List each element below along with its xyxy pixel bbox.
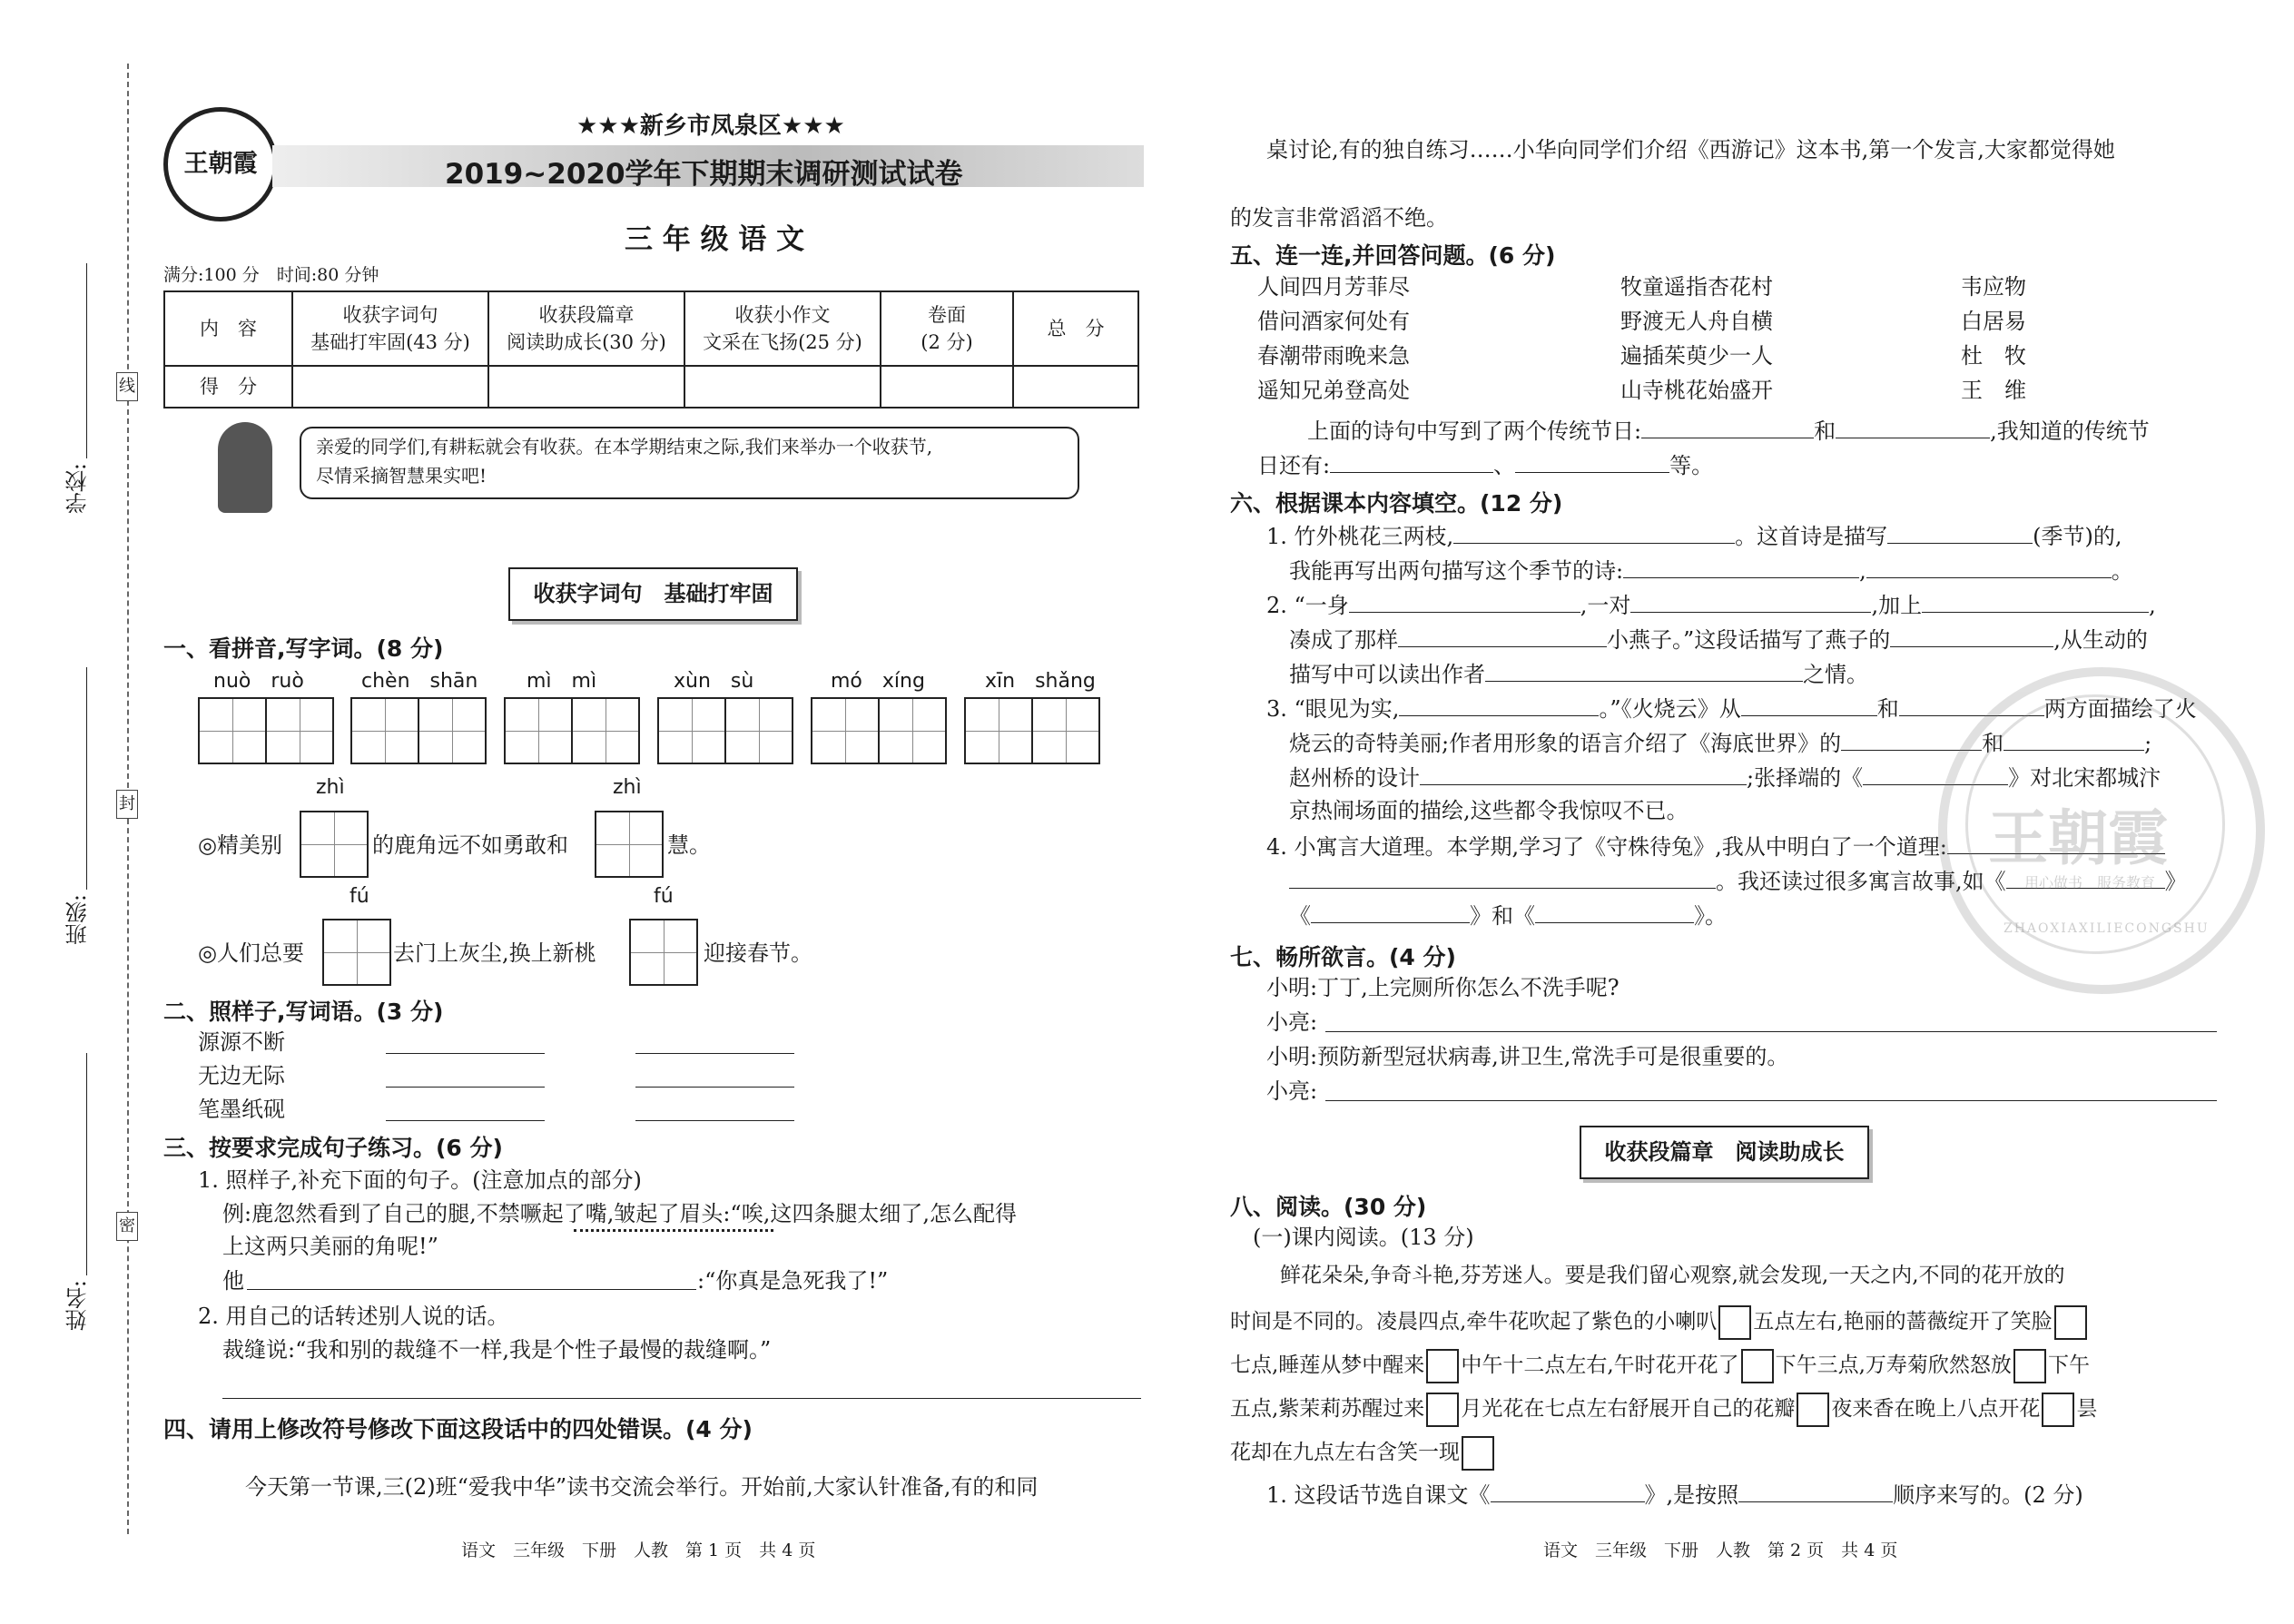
q4-continued-2: 的发言非常滔滔不绝。 — [1230, 205, 1448, 231]
sentence-1a: ◎精美别 — [198, 832, 282, 858]
q4-title: 四、请用上修改符号修改下面这段话中的四处错误。(4 分) — [163, 1416, 753, 1442]
q6-3d: 京热闹场面的描绘,这些都令我惊叹不已。 — [1289, 798, 1689, 823]
pinyin-fu: fú — [350, 885, 369, 908]
answer-line[interactable] — [635, 1053, 794, 1054]
greeting-text: 亲爱的同学们,有耕耘就会有收获。在本学期结束之际,我们来举办一个收获节, 尽情采摘智慧果实吧! — [316, 436, 933, 487]
score-row-label: 得 分 — [164, 366, 292, 408]
class-line[interactable] — [86, 667, 87, 890]
q6-3b: 烧云的奇特美丽;作者用形象的语言介绍了《海底世界》的 和 ; — [1289, 728, 2151, 757]
footer-left: 语文 三年级 下册 人教 第 1 页 共 4 页 — [461, 1540, 816, 1560]
score-cell[interactable] — [488, 366, 684, 408]
answer-line[interactable] — [1836, 416, 1990, 438]
pinyin-zhi: zhì — [613, 776, 642, 799]
footer-right: 语文 三年级 下册 人教 第 2 页 共 4 页 — [1543, 1540, 1898, 1560]
logo: 王朝霞 — [163, 107, 278, 221]
punct-box[interactable] — [1426, 1349, 1459, 1383]
poem-match[interactable]: 牧童遥指杏花村 — [1620, 274, 1773, 300]
answer-line[interactable] — [1398, 625, 1607, 647]
reading-line: 五点,紫茉莉苏醒过来 月光花在七点左右舒展开自己的花瓣 夜来香在晚上八点开花 昙 — [1230, 1393, 2097, 1427]
pinyin: mì mì — [527, 670, 597, 693]
char-grid[interactable] — [300, 811, 369, 878]
char-grid[interactable] — [964, 697, 1100, 764]
sample-word: 无边无际 — [198, 1063, 285, 1088]
answer-line[interactable] — [386, 1120, 545, 1121]
q6-3: 3. “眼见为实, 。”《火烧云》从 和 两方面描绘了火 — [1266, 694, 2197, 723]
pinyin-zhi: zhì — [316, 776, 345, 799]
answer-line[interactable] — [1325, 1100, 2217, 1101]
answer-line[interactable] — [1289, 866, 1716, 889]
char-grid[interactable] — [657, 697, 793, 764]
q7-title: 七、畅所欲言。(4 分) — [1230, 944, 1456, 970]
subject-title: 三 年 级 语 文 — [625, 223, 805, 256]
dialogue-line: 小明:丁丁,上完厕所你怎么不洗手呢? — [1266, 975, 1620, 1000]
q4-text: 今天第一节课,三(2)班“爱我中华”读书交流会举行。开始前,大家认针准备,有的和同 — [245, 1474, 1039, 1500]
answer-line[interactable] — [1399, 694, 1599, 716]
score-cell[interactable] — [684, 366, 881, 408]
section-banner-basics: 收获字词句 基础打牢固 — [508, 567, 798, 621]
seal-secret-char: 密 — [116, 1212, 138, 1241]
q6-2: 2. “一身 ,一对 ,加上 , — [1266, 590, 2156, 619]
q3-part2: 2. 用自己的话转述别人说的话。 — [198, 1304, 509, 1329]
score-cell[interactable] — [1013, 366, 1138, 408]
answer-line[interactable] — [635, 1120, 794, 1121]
poet-name[interactable]: 白居易 — [1961, 309, 2026, 334]
answer-line[interactable] — [635, 1087, 794, 1088]
poet-name[interactable]: 杜 牧 — [1961, 343, 2026, 369]
q8-title: 八、阅读。(30 分) — [1230, 1194, 1427, 1220]
dialogue-label: 小亮: — [1266, 1078, 1318, 1104]
char-grid[interactable] — [322, 919, 391, 986]
char-grid[interactable] — [350, 697, 487, 764]
answer-line[interactable] — [1515, 450, 1669, 473]
name-label: 姓名: — [65, 1280, 91, 1332]
poem-match[interactable]: 山寺桃花始盛开 — [1620, 378, 1773, 403]
reading-line: 花却在九点左右含笑一现 — [1230, 1436, 1496, 1471]
q6-2b: 凑成了那样 小燕子。”这段话描写了燕子的 ,从生动的 — [1289, 625, 2148, 654]
punct-box[interactable] — [1718, 1305, 1751, 1340]
watermark-ring-text: ZHAOXIAXILIECONGSHU — [2004, 921, 2210, 936]
score-cell[interactable] — [881, 366, 1013, 408]
school-line[interactable] — [86, 263, 87, 458]
poem-line: 遥知兄弟登高处 — [1257, 378, 1410, 403]
name-line[interactable] — [86, 1053, 87, 1275]
q8-sub: (一)课内阅读。(13 分) — [1253, 1225, 1474, 1250]
score-header: 内 容 — [164, 291, 292, 366]
punct-box[interactable] — [1797, 1393, 1829, 1427]
reading-line: 时间是不同的。凌晨四点,牵牛花吹起了紫色的小喇叭 五点左右,艳丽的蔷薇绽开了笑脸 — [1230, 1305, 2089, 1340]
score-header: 收获小作文 文采在飞扬(25 分) — [684, 291, 881, 366]
poet-name[interactable]: 王 维 — [1961, 378, 2026, 403]
answer-line[interactable] — [386, 1053, 545, 1054]
girl-avatar — [218, 422, 272, 513]
poet-name[interactable]: 韦应物 — [1961, 274, 2026, 300]
poem-match[interactable]: 野渡无人舟自横 — [1620, 309, 1773, 334]
answer-line[interactable] — [1420, 763, 1747, 785]
q6-1b: 我能再写出两句描写这个季节的诗: , 。 — [1289, 556, 2133, 585]
q3-title: 三、按要求完成句子练习。(6 分) — [163, 1135, 503, 1161]
watermark-stamp — [1938, 667, 2265, 994]
q5-ask-2: 日还有: 、 等。 — [1257, 450, 1713, 479]
q6-3c: 赵州桥的设计 ;张择端的《 》对北宋都城汴 — [1289, 763, 2161, 792]
header-region: ★★★新乡市凤泉区★★★ — [576, 113, 845, 140]
pinyin: nuò ruò — [213, 670, 304, 693]
poem-match[interactable]: 遍插茱萸少一人 — [1620, 343, 1773, 369]
answer-line[interactable] — [1741, 694, 1877, 716]
exam-info: 满分:100 分 时间:80 分钟 — [163, 265, 379, 285]
poem-line: 借问酒家何处有 — [1257, 309, 1410, 334]
q3-quote: :“你真是急死我了!” — [697, 1268, 889, 1294]
pinyin: xīn shǎng — [985, 670, 1096, 693]
answer-line[interactable] — [1623, 556, 1859, 578]
sentence-2a: ◎人们总要 — [198, 940, 304, 966]
q1-title: 一、看拼音,写字词。(8 分) — [163, 635, 444, 662]
answer-line[interactable] — [1630, 590, 1871, 613]
char-grid[interactable] — [811, 697, 947, 764]
answer-line[interactable] — [247, 1289, 696, 1290]
char-grid[interactable] — [198, 697, 334, 764]
answer-line[interactable] — [1330, 450, 1493, 473]
section-banner-reading: 收获段篇章 阅读助成长 — [1580, 1126, 1869, 1179]
q3-part1: 1. 照样子,补充下面的句子。(注意加点的部分) — [198, 1167, 642, 1193]
poem-line: 人间四月芳菲尽 — [1257, 274, 1410, 300]
dialogue-label: 小亮: — [1266, 1009, 1318, 1035]
answer-line[interactable] — [1535, 901, 1694, 923]
sentence-1c: 慧。 — [667, 832, 711, 858]
answer-line[interactable] — [1485, 659, 1803, 682]
answer-line[interactable] — [1887, 521, 2033, 544]
punct-box[interactable] — [2054, 1305, 2087, 1340]
pinyin: mó xíng — [831, 670, 925, 693]
pinyin: xùn sù — [674, 670, 754, 693]
q4-continued-1: 桌讨论,有的独自练习……小华向同学们介绍《西游记》这本书,第一个发言,大家都觉得她 — [1266, 137, 2115, 162]
char-grid[interactable] — [629, 919, 698, 986]
punct-box[interactable] — [1426, 1393, 1459, 1427]
q6-4b: 。我还读过很多寓言故事,如《 》 — [1289, 866, 2187, 895]
score-header: 收获字词句 基础打牢固(43 分) — [292, 291, 488, 366]
watermark-text: 王朝霞 — [1988, 802, 2168, 873]
sample-word: 笔墨纸砚 — [198, 1097, 285, 1122]
score-cell[interactable] — [292, 366, 488, 408]
school-label: 学校: — [65, 463, 91, 515]
score-header: 总 分 — [1013, 291, 1138, 366]
answer-line[interactable] — [1311, 901, 1470, 923]
punct-box[interactable] — [2042, 1393, 2074, 1427]
q3-example-line1: 例:鹿忽然看到了自己的腿,不禁噘起了嘴,皱起了眉头:“唉,这四条腿太细了,怎么配得 — [222, 1201, 1017, 1226]
sample-word: 源源不断 — [198, 1029, 285, 1055]
class-label: 班级: — [65, 894, 91, 946]
pinyin-fu: fú — [654, 885, 674, 908]
answer-line[interactable] — [1890, 625, 2053, 647]
q6-4c: 《 》和《 》。 — [1289, 901, 1727, 930]
dialogue-line: 小明:预防新型冠状病毒,讲卫生,常洗手可是很重要的。 — [1266, 1044, 1789, 1069]
pinyin: chèn shān — [361, 670, 478, 693]
q3-he: 他 — [222, 1268, 244, 1294]
sentence-1b: 的鹿角远不如勇敢和 — [372, 832, 568, 858]
q6-title: 六、根据课本内容填空。(12 分) — [1230, 490, 1563, 517]
seal-seal-char: 封 — [116, 790, 138, 819]
q3-tailor: 裁缝说:“我和别的裁缝不一样,我是个性子最慢的裁缝啊。” — [222, 1337, 772, 1363]
score-header: 收获段篇章 阅读助成长(30 分) — [488, 291, 684, 366]
reading-line: 七点,睡莲从梦中醒来 中午十二点左右,午时花开花了 下午三点,万寿菊欣然怒放 下午 — [1230, 1349, 2090, 1383]
sentence-2c: 迎接春节。 — [704, 940, 812, 966]
q2-title: 二、照样子,写词语。(3 分) — [163, 999, 444, 1025]
punct-box[interactable] — [2013, 1349, 2046, 1383]
answer-line[interactable] — [1325, 1031, 2217, 1032]
q6-1: 1. 竹外桃花三两枝, 。这首诗是描写 (季节)的, — [1266, 521, 2122, 550]
answer-line[interactable] — [1453, 521, 1735, 544]
answer-line[interactable] — [1641, 416, 1814, 438]
poem-line: 春潮带雨晚来急 — [1257, 343, 1410, 369]
exam-title: 2019~2020学年下期期末调研测试试卷 — [445, 158, 963, 191]
seal-line-char: 线 — [116, 372, 138, 401]
q3-example-line2: 上这两只美丽的角呢!” — [222, 1234, 438, 1259]
score-header: 卷面 (2 分) — [881, 291, 1013, 366]
char-grid[interactable] — [504, 697, 640, 764]
q5-ask: 上面的诗句中写到了两个传统节日: 和 ,我知道的传统节 — [1307, 416, 2150, 445]
punct-box[interactable] — [1462, 1436, 1494, 1471]
answer-line[interactable] — [222, 1398, 1141, 1399]
score-table — [163, 290, 1139, 408]
punct-box[interactable] — [1741, 1349, 1774, 1383]
answer-line[interactable] — [386, 1087, 545, 1088]
q6-4: 4. 小寓言大道理。本学期,学习了《守株待兔》,我从中明白了一个道理: — [1266, 832, 2165, 861]
q8-q1: 1. 这段话节选自课文《 》,是按照 顺序来写的。(2 分) — [1266, 1480, 2083, 1509]
q6-2c: 描写中可以读出作者 之情。 — [1289, 659, 1868, 688]
answer-line[interactable] — [1922, 590, 2149, 613]
answer-line[interactable] — [1866, 556, 2112, 578]
answer-line[interactable] — [1349, 590, 1580, 613]
sentence-2b: 去门上灰尘,换上新桃 — [393, 940, 596, 966]
watermark-sub: 用心做书 服务教育 — [2024, 874, 2156, 891]
reading-line: 鲜花朵朵,争奇斗艳,芬芳迷人。要是我们留心观察,就会发现,一天之内,不同的花开放的 — [1280, 1264, 2065, 1287]
answer-line[interactable] — [1738, 1480, 1893, 1502]
char-grid[interactable] — [595, 811, 664, 878]
emphasis-dots — [574, 1229, 773, 1232]
answer-line[interactable] — [1491, 1480, 1645, 1502]
q5-title: 五、连一连,并回答问题。(6 分) — [1230, 242, 1556, 269]
